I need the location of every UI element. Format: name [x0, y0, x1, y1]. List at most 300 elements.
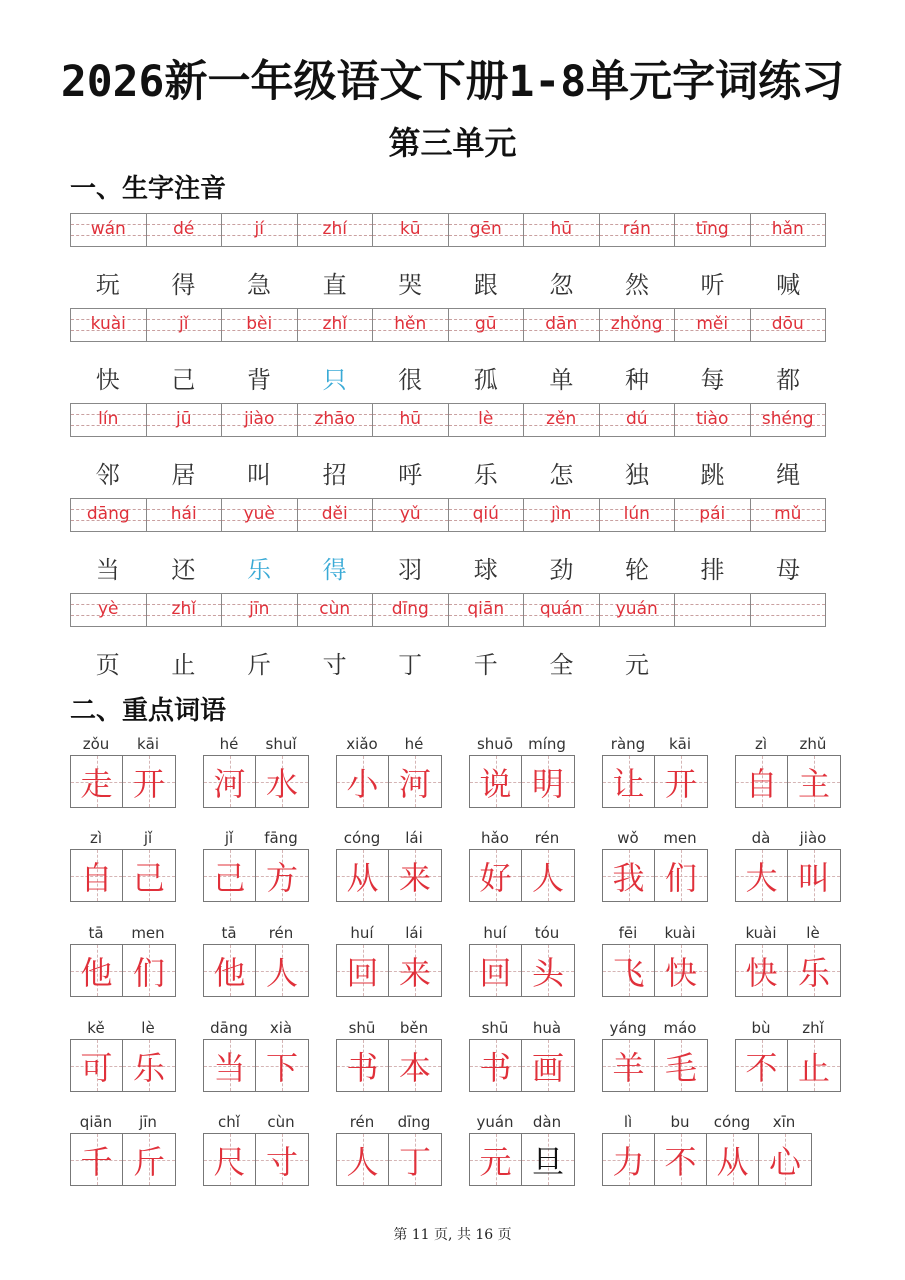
word-character: 来: [398, 953, 431, 992]
word-pinyin-syllable: lái: [405, 924, 423, 942]
word-character: 千: [80, 1142, 113, 1181]
word-pinyin: [469, 1113, 575, 1133]
pinyin-text: měi: [696, 314, 729, 334]
word-pinyin: [336, 1019, 442, 1039]
pinyin-cell: [600, 499, 676, 531]
word-item: [336, 1113, 442, 1186]
word-character: 好: [479, 858, 512, 897]
word-pinyin: [735, 829, 841, 849]
pinyin-text: lín: [98, 409, 119, 429]
word-character: 回: [479, 953, 512, 992]
word-character: 乐: [132, 1048, 165, 1087]
word-pinyin-syllable: míng: [528, 735, 566, 753]
word-character: 止: [797, 1048, 830, 1087]
pinyin-cell: [751, 309, 826, 341]
word-pinyin-syllable: hé: [219, 735, 239, 753]
word-character: 快: [664, 953, 697, 992]
word-character: 自: [745, 764, 778, 803]
word-pinyin: [469, 735, 575, 755]
word-character-cell: [337, 1040, 389, 1091]
word-character: 下: [265, 1048, 298, 1087]
word-box: [336, 849, 442, 902]
pinyin-text: jiào: [244, 409, 275, 429]
word-character: 方: [265, 858, 298, 897]
word-box: [203, 1133, 309, 1186]
pinyin-cell: [675, 404, 751, 436]
word-pinyin-syllable: lè: [141, 1019, 155, 1037]
word-box: [735, 755, 841, 808]
character-row: [70, 360, 826, 395]
word-character-cell: [71, 1040, 123, 1091]
word-pinyin-syllable: zhǔ: [799, 735, 827, 753]
word-character-cell: [522, 1040, 574, 1091]
pinyin-text: zhāo: [314, 409, 356, 429]
character-cell: 己: [171, 366, 196, 394]
word-pinyin-syllable: bu: [670, 1113, 690, 1131]
pinyin-cell: [71, 309, 147, 341]
word-pinyin-syllable: rén: [534, 829, 560, 847]
word-character-cell: [603, 850, 655, 901]
word-pinyin: [469, 829, 575, 849]
word-character-cell: [123, 850, 175, 901]
pinyin-text: kū: [399, 219, 421, 239]
character-cell: 急: [246, 271, 271, 299]
pinyin-text: lè: [478, 409, 494, 429]
word-item: [469, 1019, 575, 1092]
word-item: [469, 924, 575, 997]
word-pinyin: [70, 924, 176, 944]
word-character-cell: [655, 850, 707, 901]
word-item: [336, 924, 442, 997]
pinyin-text: qiú: [472, 504, 499, 524]
word-box: [70, 755, 176, 808]
word-character: 他: [80, 953, 113, 992]
word-pinyin: [336, 1113, 442, 1133]
character-cell: 种: [624, 366, 649, 394]
word-box: [735, 944, 841, 997]
pinyin-text: dān: [545, 314, 578, 334]
word-item: [602, 924, 708, 997]
word-character: 乐: [797, 953, 830, 992]
pinyin-text: jīn: [249, 599, 270, 619]
word-pinyin-syllable: máo: [663, 1019, 697, 1037]
word-character: 当: [213, 1048, 246, 1087]
pinyin-cell: [600, 404, 676, 436]
character-cell: [750, 645, 826, 680]
character-cell: 独: [624, 461, 649, 489]
word-box: [469, 755, 575, 808]
pinyin-cell: [147, 499, 223, 531]
word-pinyin: [70, 829, 176, 849]
word-box: [469, 1133, 575, 1186]
word-pinyin-syllable: dàn: [532, 1113, 562, 1131]
character-cell: 跳: [700, 461, 725, 489]
word-character: 河: [213, 764, 246, 803]
word-pinyin: [469, 1019, 575, 1039]
word-character-cell: [204, 1040, 256, 1091]
character-cell: 忽: [549, 271, 574, 299]
word-pinyin-syllable: zhǐ: [802, 1019, 824, 1037]
word-character-cell: [256, 1134, 308, 1185]
word-character-cell: [655, 945, 707, 996]
word-character: 从: [716, 1142, 749, 1181]
word-character: 本: [398, 1048, 431, 1087]
word-character-cell: [470, 756, 522, 807]
word-character: 我: [612, 858, 645, 897]
page-title: 2026新一年级语文下册1-8单元字词练习: [60, 57, 845, 107]
word-pinyin: [70, 735, 176, 755]
word-character: 水: [265, 764, 298, 803]
word-pinyin: [203, 924, 309, 944]
word-pinyin-syllable: kuài: [745, 924, 777, 942]
word-pinyin-syllable: zì: [754, 735, 768, 753]
pinyin-text: gēn: [469, 219, 502, 239]
word-character-cell: [655, 756, 707, 807]
word-pinyin: [336, 735, 442, 755]
word-pinyin-syllable: tóu: [534, 924, 560, 942]
character-cell: 止: [171, 651, 196, 679]
character-cell: 球: [473, 556, 498, 584]
character-cell: 招: [322, 461, 347, 489]
pinyin-text: wán: [90, 219, 126, 239]
pinyin-cell: [675, 309, 751, 341]
word-character-cell: [736, 945, 788, 996]
word-character-cell: [256, 850, 308, 901]
character-cell: 邻: [95, 461, 120, 489]
word-pinyin-syllable: tā: [221, 924, 237, 942]
character-cell: 听: [700, 271, 725, 299]
word-character: 回: [346, 953, 379, 992]
character-cell: 呼: [398, 461, 423, 489]
word-pinyin-syllable: fēi: [618, 924, 638, 942]
word-character: 心: [768, 1142, 801, 1181]
word-character-cell: [337, 945, 389, 996]
word-character-cell: [788, 850, 840, 901]
pinyin-cell: [71, 594, 147, 626]
character-cell: 寸: [322, 651, 347, 679]
character-cell: 排: [700, 556, 725, 584]
word-character: 大: [745, 858, 778, 897]
word-character-cell: [470, 1134, 522, 1185]
word-character-cell: [123, 756, 175, 807]
word-pinyin-syllable: lì: [623, 1113, 633, 1131]
word-pinyin-syllable: bù: [751, 1019, 771, 1037]
pinyin-text: jū: [176, 409, 192, 429]
word-item: [336, 735, 442, 808]
unit-title: 第三单元: [388, 124, 517, 162]
pinyin-cell: [147, 404, 223, 436]
character-cell: 元: [624, 651, 649, 679]
pinyin-cell: [524, 594, 600, 626]
word-character-cell: [389, 945, 441, 996]
word-pinyin-syllable: lè: [806, 924, 820, 942]
pinyin-text: zhí: [322, 219, 347, 239]
word-character: 丁: [398, 1142, 431, 1181]
word-item: [469, 829, 575, 902]
character-row: [70, 265, 826, 300]
character-cell: 喊: [776, 271, 801, 299]
word-item: [203, 829, 309, 902]
word-character-cell: [71, 850, 123, 901]
pinyin-text: dú: [625, 409, 648, 429]
word-item: [70, 924, 176, 997]
word-pinyin-syllable: hé: [404, 735, 424, 753]
word-character-cell: [256, 945, 308, 996]
character-cell: 母: [776, 556, 801, 584]
pinyin-cell: [449, 404, 525, 436]
pinyin-text: dāng: [86, 504, 130, 524]
pinyin-row: [70, 403, 826, 437]
word-character-cell: [204, 850, 256, 901]
character-cell: 页: [95, 651, 120, 679]
word-character: 来: [398, 858, 431, 897]
character-cell: 很: [398, 366, 423, 394]
word-character-cell: [337, 756, 389, 807]
word-character-cell: [707, 1134, 759, 1185]
pinyin-cell: [373, 594, 449, 626]
word-character-cell: [603, 945, 655, 996]
word-character-cell: [522, 756, 574, 807]
word-pinyin-syllable: rén: [349, 1113, 375, 1131]
word-character: 主: [797, 764, 830, 803]
word-item: [70, 829, 176, 902]
pinyin-cell: [71, 404, 147, 436]
character-cell: 丁: [398, 651, 423, 679]
word-item: [602, 1113, 812, 1186]
word-item: [203, 1019, 309, 1092]
word-character: 不: [664, 1142, 697, 1181]
pinyin-cell: [147, 594, 223, 626]
word-character: 他: [213, 953, 246, 992]
word-box: [469, 1039, 575, 1092]
pinyin-cell: [675, 499, 751, 531]
character-row: [70, 455, 826, 490]
word-pinyin-syllable: yuán: [476, 1113, 514, 1131]
word-character: 头: [531, 953, 564, 992]
word-character-cell: [788, 945, 840, 996]
pinyin-text: gū: [474, 314, 497, 334]
word-row: [70, 1019, 841, 1092]
character-row: [70, 645, 826, 680]
pinyin-text: hū: [399, 409, 422, 429]
pinyin-cell: [751, 594, 826, 626]
pinyin-cell: [449, 499, 525, 531]
pinyin-cell: [71, 214, 147, 246]
word-pinyin-syllable: lái: [405, 829, 423, 847]
character-cell: 斤: [246, 651, 271, 679]
word-character: 开: [132, 764, 165, 803]
pinyin-text: dīng: [391, 599, 429, 619]
pinyin-text: dé: [173, 219, 195, 239]
word-character: 叫: [797, 858, 830, 897]
word-row: [70, 829, 841, 902]
pinyin-text: yè: [97, 599, 119, 619]
pinyin-text: yuè: [243, 504, 275, 524]
word-character: 不: [745, 1048, 778, 1087]
word-pinyin-syllable: shuǐ: [265, 735, 297, 753]
pinyin-cell: [751, 499, 826, 531]
word-box: [70, 944, 176, 997]
word-pinyin: [602, 1019, 708, 1039]
word-pinyin-syllable: wǒ: [617, 829, 639, 847]
pinyin-cell: [147, 214, 223, 246]
word-item: [203, 1113, 309, 1186]
pinyin-row: [70, 498, 826, 532]
word-box: [602, 1133, 812, 1186]
word-character: 书: [479, 1048, 512, 1087]
pinyin-cell: [222, 499, 298, 531]
pinyin-text: hěn: [394, 314, 427, 334]
word-pinyin-syllable: cùn: [267, 1113, 295, 1131]
word-character: 己: [132, 858, 165, 897]
word-box: [336, 1039, 442, 1092]
word-character: 说: [479, 764, 512, 803]
word-pinyin-syllable: zì: [89, 829, 103, 847]
pinyin-cell: [373, 214, 449, 246]
word-item: [203, 735, 309, 808]
character-cell: 绳: [776, 461, 801, 489]
word-box: [336, 755, 442, 808]
character-cell: 还: [171, 556, 196, 584]
word-row: [70, 1113, 812, 1186]
character-cell: 每: [700, 366, 725, 394]
pinyin-text: shéng: [761, 409, 814, 429]
word-pinyin-syllable: hǎo: [481, 829, 509, 847]
word-character-cell: [123, 945, 175, 996]
page-footer: 第 11 页, 共 16 页: [393, 1227, 512, 1243]
word-character-cell: [123, 1134, 175, 1185]
word-pinyin: [336, 829, 442, 849]
character-cell: 居: [171, 461, 196, 489]
word-pinyin-syllable: huà: [532, 1019, 562, 1037]
word-character-cell: [522, 945, 574, 996]
pinyin-text: kuài: [90, 314, 126, 334]
pinyin-text: yuán: [615, 599, 658, 619]
word-character-cell: [256, 1040, 308, 1091]
word-item: [70, 1113, 176, 1186]
word-character-cell: [337, 1134, 389, 1185]
word-character: 旦: [531, 1142, 564, 1181]
pinyin-text: tiào: [696, 409, 729, 429]
word-item: [602, 829, 708, 902]
word-box: [469, 849, 575, 902]
pinyin-text: tīng: [695, 219, 729, 239]
character-cell: 都: [776, 366, 801, 394]
word-character-cell: [522, 850, 574, 901]
pinyin-cell: [298, 214, 374, 246]
word-character: 毛: [664, 1048, 697, 1087]
word-pinyin: [735, 735, 841, 755]
pinyin-cell: [524, 214, 600, 246]
word-character-cell: [389, 756, 441, 807]
word-pinyin-syllable: jīn: [139, 1113, 157, 1131]
character-cell: 千: [473, 651, 498, 679]
pinyin-text: zěn: [546, 409, 577, 429]
word-character: 书: [346, 1048, 379, 1087]
word-pinyin-syllable: xià: [269, 1019, 293, 1037]
word-pinyin-syllable: men: [131, 924, 165, 942]
word-box: [602, 1039, 708, 1092]
word-character-cell: [337, 850, 389, 901]
pinyin-text: jìn: [551, 504, 572, 524]
word-pinyin: [602, 1113, 812, 1133]
word-character-cell: [788, 756, 840, 807]
section-heading-characters: 一、生字注音: [70, 174, 227, 204]
word-character-cell: [71, 1134, 123, 1185]
word-item: [469, 1113, 575, 1186]
word-box: [203, 944, 309, 997]
word-pinyin-syllable: jiào: [799, 829, 827, 847]
pinyin-cell: [373, 309, 449, 341]
pinyin-cell: [298, 309, 374, 341]
pinyin-cell: [600, 309, 676, 341]
pinyin-cell: [373, 404, 449, 436]
word-character-cell: [256, 756, 308, 807]
word-pinyin-syllable: cóng: [343, 829, 381, 847]
word-box: [70, 1133, 176, 1186]
word-character: 力: [612, 1142, 645, 1181]
word-box: [70, 849, 176, 902]
word-pinyin-syllable: dà: [751, 829, 771, 847]
word-pinyin-syllable: kuài: [664, 924, 696, 942]
word-pinyin-syllable: kě: [87, 1019, 105, 1037]
pinyin-text: yǔ: [399, 504, 421, 524]
word-pinyin-syllable: yáng: [609, 1019, 647, 1037]
word-box: [735, 1039, 841, 1092]
word-character: 小: [346, 764, 379, 803]
pinyin-cell: [524, 404, 600, 436]
word-character-cell: [204, 945, 256, 996]
word-pinyin-syllable: xiǎo: [346, 735, 378, 753]
word-item: [602, 1019, 708, 1092]
word-pinyin-syllable: běn: [399, 1019, 429, 1037]
word-box: [203, 755, 309, 808]
pinyin-cell: [222, 309, 298, 341]
word-character: 从: [346, 858, 379, 897]
pinyin-cell: [675, 594, 751, 626]
word-item: [336, 829, 442, 902]
pinyin-cell: [147, 309, 223, 341]
pinyin-text: zhǐ: [322, 314, 347, 334]
pinyin-text: děi: [321, 504, 348, 524]
word-pinyin-syllable: jǐ: [143, 829, 153, 847]
word-pinyin: [203, 1113, 309, 1133]
pinyin-row: [70, 213, 826, 247]
pinyin-cell: [373, 499, 449, 531]
character-cell: 得: [171, 271, 196, 299]
word-pinyin-syllable: tā: [88, 924, 104, 942]
word-character: 人: [346, 1142, 379, 1181]
word-character: 明: [531, 764, 564, 803]
word-row: [70, 735, 841, 808]
pinyin-text: zhǒng: [610, 314, 663, 334]
pinyin-cell: [222, 594, 298, 626]
word-item: [602, 735, 708, 808]
word-character: 让: [612, 764, 645, 803]
word-item: [469, 735, 575, 808]
word-character: 自: [80, 858, 113, 897]
word-item: [735, 829, 841, 902]
character-cell: 叫: [246, 461, 271, 489]
word-character: 飞: [612, 953, 645, 992]
word-pinyin: [70, 1113, 176, 1133]
word-character-cell: [123, 1040, 175, 1091]
word-character-cell: [522, 1134, 574, 1185]
word-character-cell: [71, 945, 123, 996]
character-cell: 得: [322, 556, 347, 584]
pinyin-cell: [449, 214, 525, 246]
character-cell: 哭: [398, 271, 423, 299]
